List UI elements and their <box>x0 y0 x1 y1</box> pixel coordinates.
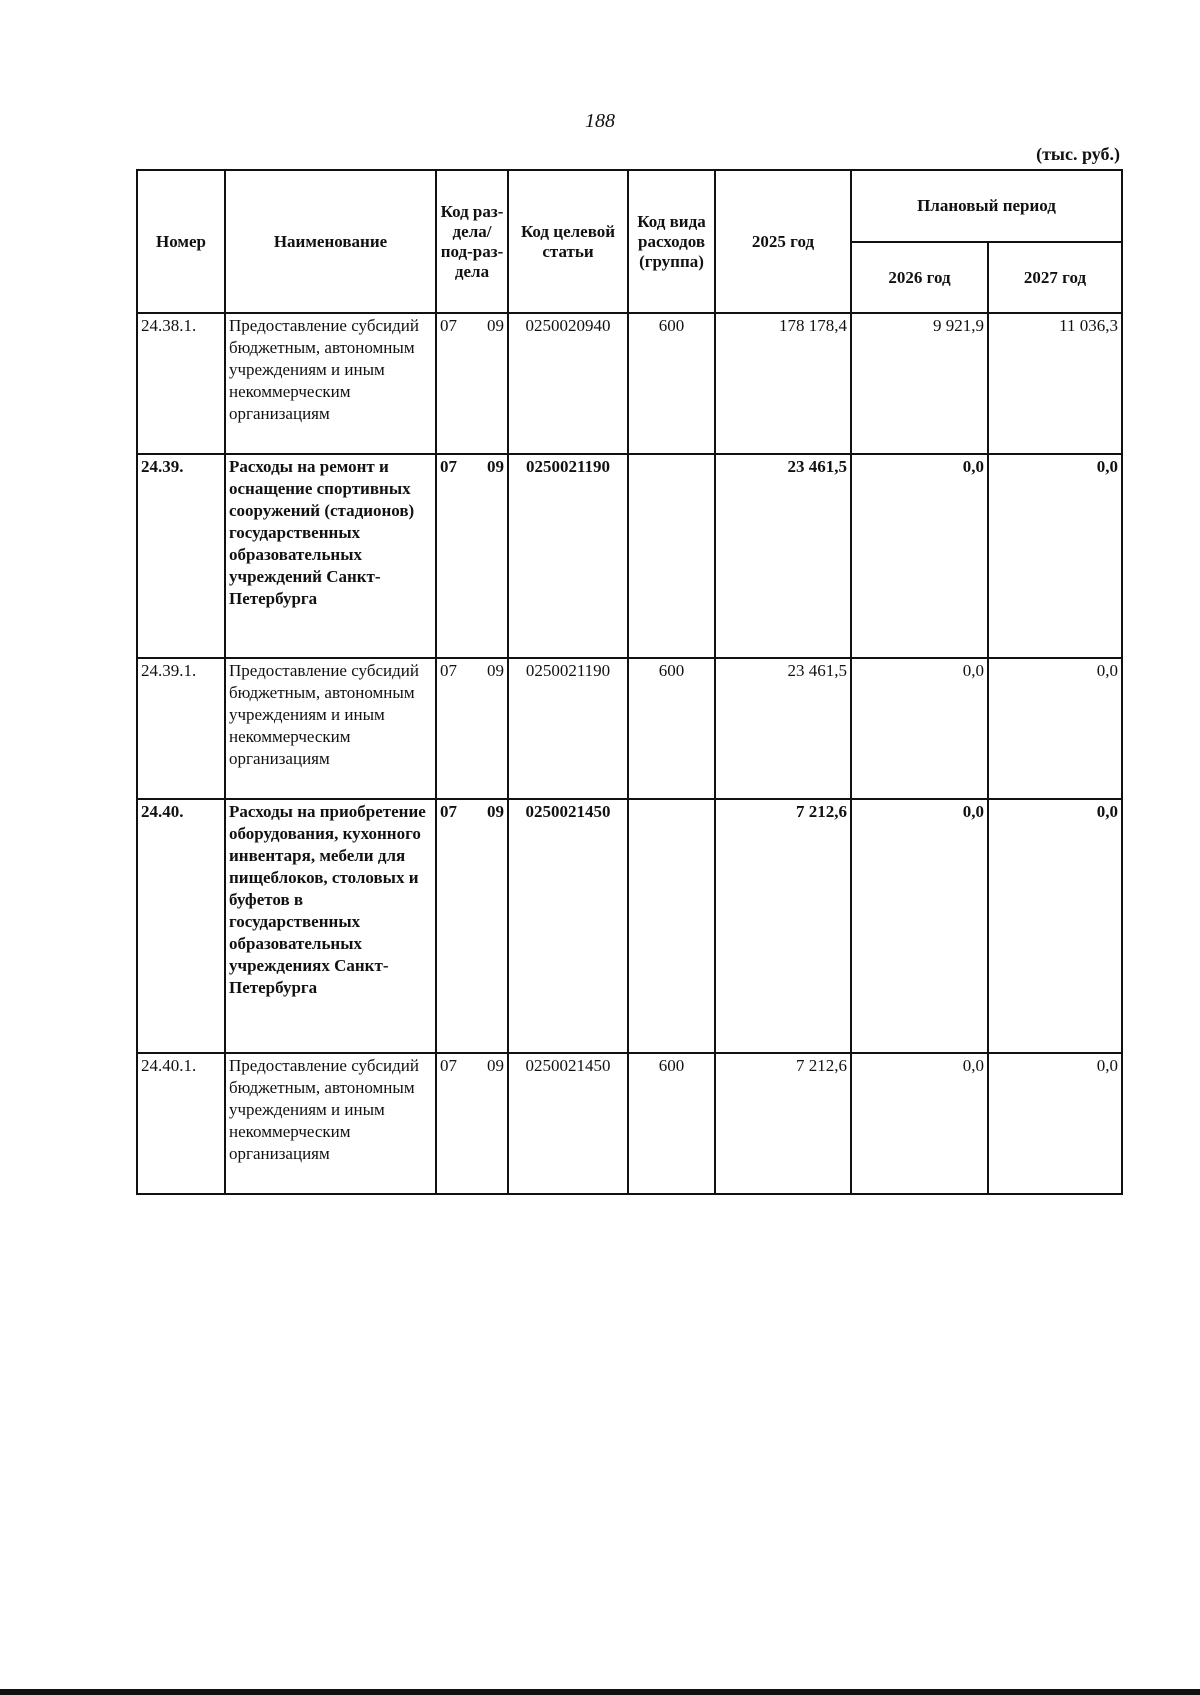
row-expense-group: 600 <box>628 313 715 454</box>
row-amount-2025: 23 461,5 <box>715 454 851 658</box>
table-row <box>137 454 1122 658</box>
table-row <box>137 658 1122 799</box>
row-amount-2027: 0,0 <box>988 454 1122 658</box>
header-target-code: Код целевой статьи <box>508 170 628 313</box>
row-number: 24.40.1. <box>137 1053 225 1194</box>
table-row <box>137 313 1122 454</box>
row-expense-group: 600 <box>628 1053 715 1194</box>
row-number: 24.38.1. <box>137 313 225 454</box>
bottom-border-rule <box>0 1689 1200 1695</box>
row-section: 07 <box>440 802 457 821</box>
header-year-2026: 2026 год <box>851 242 988 313</box>
row-subsection: 09 <box>487 802 504 821</box>
row-section: 07 <box>440 1056 457 1075</box>
row-target-code: 0250021450 <box>508 799 628 1053</box>
header-expense-type-code: Код вида расходов (группа) <box>628 170 715 313</box>
row-section-code <box>436 1053 508 1194</box>
row-amount-2027: 0,0 <box>988 1053 1122 1194</box>
row-amount-2025: 23 461,5 <box>715 658 851 799</box>
row-expense-group <box>628 799 715 1053</box>
row-subsection: 09 <box>487 316 504 335</box>
row-amount-2025: 7 212,6 <box>715 799 851 1053</box>
row-number: 24.40. <box>137 799 225 1053</box>
table-row <box>137 1053 1122 1194</box>
row-name: Предоставление субсидий бюджетным, автономным учреждениям и иным некоммерческим организациям <box>225 313 436 454</box>
row-amount-2027: 11 036,3 <box>988 313 1122 454</box>
row-amount-2026: 0,0 <box>851 454 988 658</box>
row-amount-2027: 0,0 <box>988 799 1122 1053</box>
row-name: Предоставление субсидий бюджетным, автономным учреждениям и иным некоммерческим организациям <box>225 1053 436 1194</box>
header-year-2025: 2025 год <box>715 170 851 313</box>
row-section-code <box>436 454 508 658</box>
row-target-code: 0250020940 <box>508 313 628 454</box>
row-target-code: 0250021450 <box>508 1053 628 1194</box>
row-number: 24.39.1. <box>137 658 225 799</box>
row-amount-2025: 178 178,4 <box>715 313 851 454</box>
row-amount-2025: 7 212,6 <box>715 1053 851 1194</box>
table-row <box>137 799 1122 1053</box>
table-body <box>137 313 1122 1194</box>
row-target-code: 0250021190 <box>508 454 628 658</box>
row-amount-2026: 0,0 <box>851 1053 988 1194</box>
row-amount-2026: 0,0 <box>851 799 988 1053</box>
row-number: 24.39. <box>137 454 225 658</box>
row-expense-group <box>628 454 715 658</box>
row-subsection: 09 <box>487 661 504 680</box>
budget-table <box>136 169 1123 1195</box>
row-amount-2026: 9 921,9 <box>851 313 988 454</box>
header-planned-period: Плановый период <box>851 170 1122 242</box>
row-section-code <box>436 313 508 454</box>
row-name: Предоставление субсидий бюджетным, автономным учреждениям и иным некоммерческим организациям <box>225 658 436 799</box>
row-section-code <box>436 799 508 1053</box>
row-amount-2027: 0,0 <box>988 658 1122 799</box>
header-year-2027: 2027 год <box>988 242 1122 313</box>
header-name: Наименование <box>225 170 436 313</box>
row-section: 07 <box>440 316 457 335</box>
header-section-code: Код раз-дела/ под-раз-дела <box>436 170 508 313</box>
row-amount-2026: 0,0 <box>851 658 988 799</box>
row-name: Расходы на ремонт и оснащение спортивных сооружений (стадионов) государственных образовательных учреждений Санкт-Петербурга <box>225 454 436 658</box>
units-label: (тыс. руб.) <box>1036 144 1120 164</box>
row-section-code <box>436 658 508 799</box>
row-subsection: 09 <box>487 1056 504 1075</box>
row-name: Расходы на приобретение оборудования, кухонного инвентаря, мебели для пищеблоков, столовых и буфетов в государственных образовательных учреждениях Санкт-Петербурга <box>225 799 436 1053</box>
row-subsection: 09 <box>487 457 504 476</box>
header-number: Номер <box>137 170 225 313</box>
row-section: 07 <box>440 457 457 476</box>
row-section: 07 <box>440 661 457 680</box>
row-expense-group: 600 <box>628 658 715 799</box>
page-number: 188 <box>585 110 615 132</box>
row-target-code: 0250021190 <box>508 658 628 799</box>
